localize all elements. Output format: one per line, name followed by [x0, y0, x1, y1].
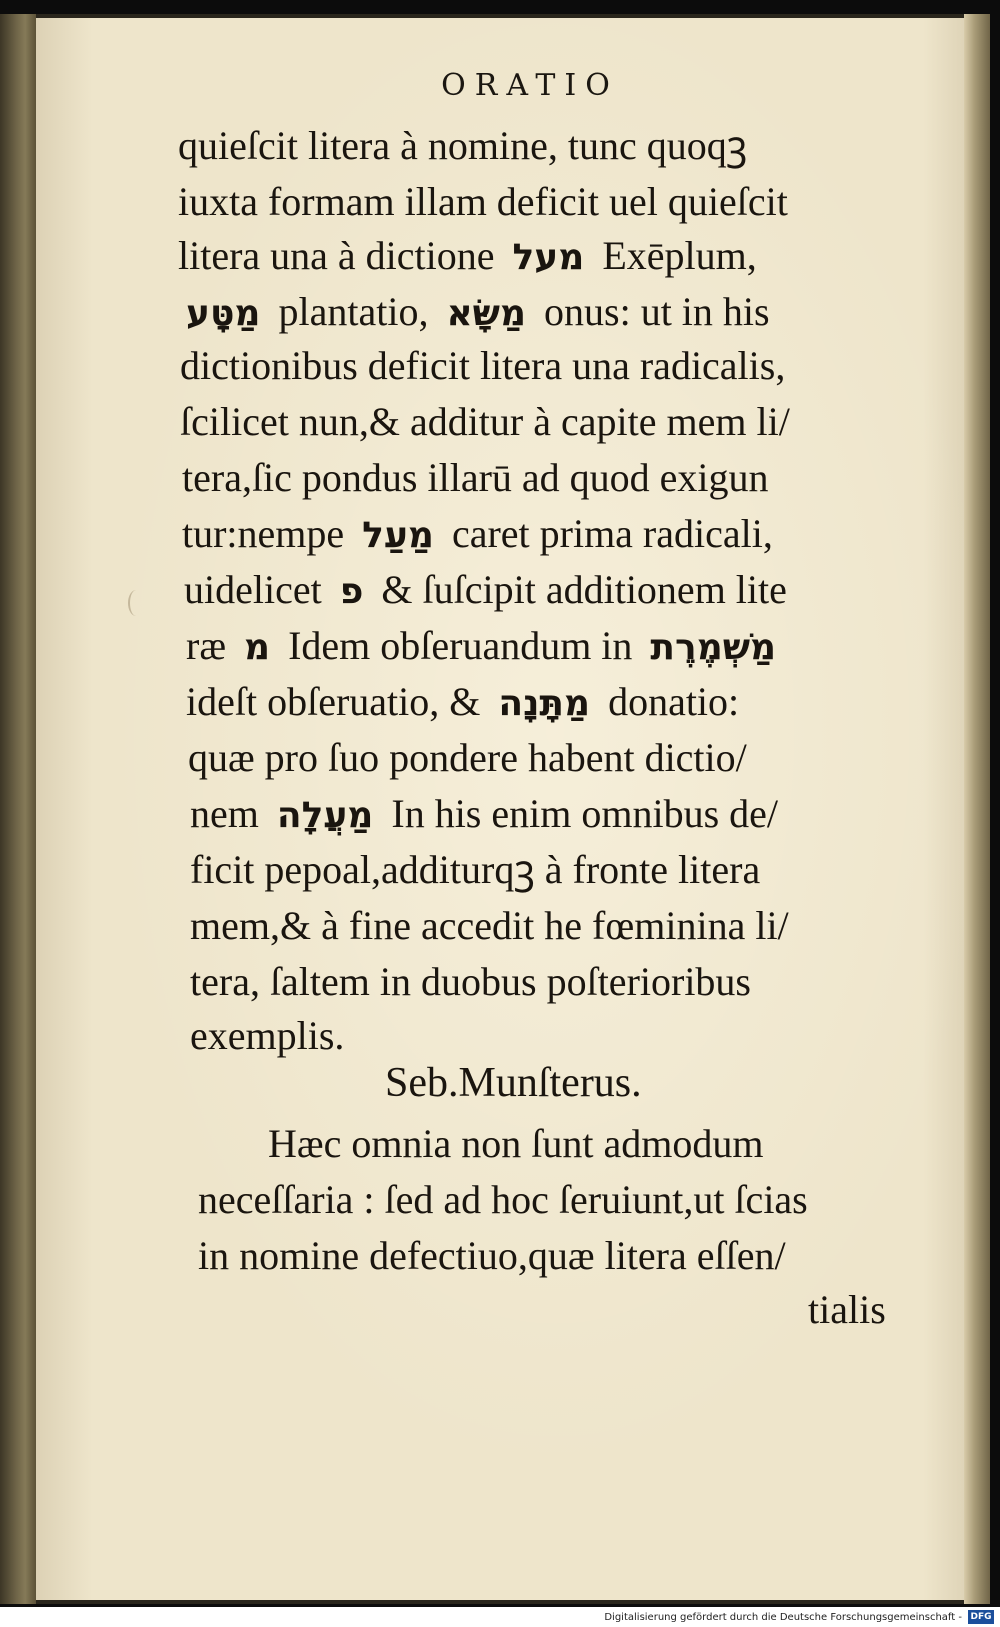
- text-line: quieſcit litera à nomine, tunc quoqꝫ: [178, 123, 748, 168]
- text-line: Hæc omnia non ſunt admodum: [268, 1121, 764, 1166]
- hebrew-word: מַשְׁמֶרֶת: [650, 627, 777, 668]
- text-span: plantatio,: [278, 289, 429, 334]
- book-spine: [0, 14, 36, 1604]
- text-line: exemplis.: [190, 1013, 345, 1058]
- text-span: litera una à dictione: [178, 233, 495, 278]
- text-line: iuxta formam illam deficit uel quieſcit: [178, 179, 788, 224]
- text-span: Idem obſeruandum in: [288, 623, 633, 668]
- catchword: tialis: [808, 1287, 886, 1332]
- running-head: ORATIO: [441, 68, 619, 103]
- hebrew-word: מַעַל: [362, 515, 434, 556]
- hebrew-word: מַתָּנָה: [498, 683, 591, 724]
- text-span: Exēplum,: [602, 233, 757, 278]
- text-line: [178, 230, 757, 284]
- text-span: ræ: [186, 623, 226, 668]
- text-span: onus: ut in his: [544, 289, 770, 334]
- ink-mark: [128, 590, 144, 616]
- digitization-footer: [0, 1607, 1000, 1627]
- dfg-logo: DFG: [968, 1610, 994, 1624]
- text-span: caret prima radicali,: [451, 511, 773, 556]
- text-line: neceſſaria : ſed ad hoc ſeruiunt,ut ſcias: [198, 1177, 808, 1222]
- text-line: mem,& à fine accedit he fœminina li/: [190, 903, 789, 948]
- text-line: ficit pepoal,additurqꝫ à fronte litera: [190, 847, 761, 892]
- page-edge: [964, 14, 990, 1604]
- hebrew-letter: מ: [244, 627, 271, 668]
- text-span: ideſt obſeruatio, &: [186, 679, 481, 724]
- text-line: tera, ſaltem in duobus poſterioribus: [190, 959, 751, 1004]
- text-span: donatio:: [608, 679, 740, 724]
- text-line: [182, 508, 773, 562]
- text-line: quæ pro ſuo pondere habent dictio/: [188, 735, 747, 780]
- text-line: [186, 620, 784, 674]
- text-line: [184, 564, 787, 618]
- hebrew-word: מעל: [512, 237, 585, 278]
- text-line: [190, 788, 778, 842]
- hebrew-letter: פ: [339, 571, 364, 612]
- text-span: In his enim omnibus de/: [391, 791, 779, 836]
- text-span: & ſuſcipit additionem lite: [381, 567, 787, 612]
- text-line: dictionibus deficit litera una radicalis,: [180, 343, 786, 388]
- hebrew-word: מַשָּׂא: [446, 293, 527, 334]
- text-line: in nomine defectiuo,quæ litera eſſen/: [198, 1233, 786, 1278]
- text-span: nem: [190, 791, 259, 836]
- signature-heading: Seb.Munſterus.: [385, 1060, 642, 1106]
- footer-credit: Digitalisierung gefördert durch die Deutsche Forschungsgemeinschaft -: [604, 1611, 962, 1623]
- hebrew-word: מַטָּע: [186, 293, 261, 334]
- text-span: tur:nempe: [182, 511, 345, 556]
- text-line: tera,ſic pondus illarū ad quod exigun: [182, 455, 769, 500]
- text-line: [186, 676, 739, 730]
- text-line: [178, 286, 770, 340]
- text-line: ſcilicet nun,& additur à capite mem li/: [180, 399, 790, 444]
- text-span: uidelicet: [184, 567, 322, 612]
- hebrew-word: מַעֲלָה: [276, 795, 374, 836]
